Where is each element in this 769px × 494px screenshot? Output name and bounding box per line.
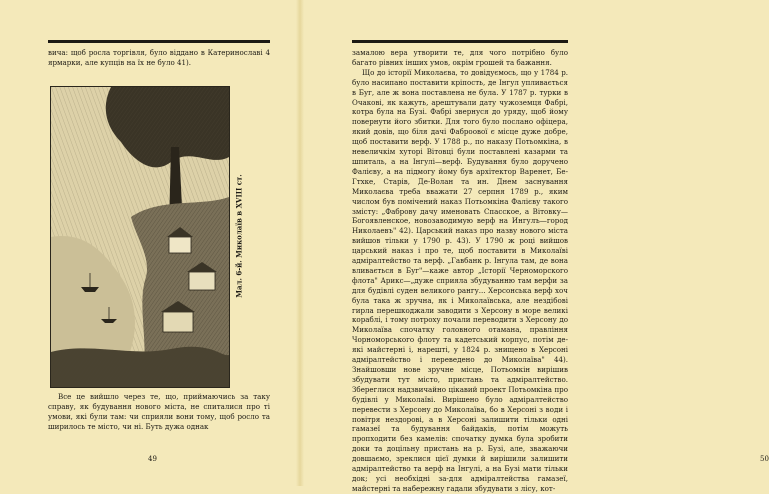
header-rule-left	[48, 40, 270, 43]
engraving-mykolaiv-illustration	[50, 86, 230, 388]
left-bottom-text	[48, 392, 270, 432]
left-page	[0, 0, 300, 486]
figure-caption-text: Мал. 6-й. Миколаїв в XVIII ст.	[234, 174, 244, 298]
header-rule-right	[352, 40, 568, 43]
engraving-drawing	[51, 87, 229, 387]
page-number-left: 49	[148, 455, 157, 463]
right-paragraph-1: замалою вера утворити те, для чого потрібно було багато рівних інших умов, окрім грошей та бажання.	[352, 48, 568, 67]
left-top-text	[48, 48, 270, 68]
right-page	[300, 0, 769, 493]
left-top-paragraph: вича: щоб росла торгівля, було віддано в Катеринославі 4 ярмарки, але купців на їх не було 41).	[48, 48, 270, 67]
figure-caption	[232, 86, 246, 386]
right-paragraph-2: Що до історії Миколаєва, то довідуємось, що у 1784 р. було насипано поставити кріпость, де Інгул упливається в Буг, але ж вона поставлена не була. У 1787 р. турки в Очакові, як кажуть, арештували дату чужоземця Фабрі, котра була на Бузі. Фабрі звернуся до уряду, щоб йому повернути його збитки. Для того було послано офіцера, який довів, що біля дачі Фаброової є місце дуже добре, щоб поставити верф. У 1788 р., по наказу Потьомкіна, в невеличкім хуторі Вітовці були поставлені казарми та шпиталь, а на Інгулі—верф. Будування було доручено Фалієву, а на підмогу йому був архітектор Варенет, Бе-Гтхке, Старів, Де-Волан та ин. Днем заснування Миколаєва треба вважати 27 серпня 1789 р., яким числом був помічений наказ Потьомкіна Фалієву такого змісту: „Фаброву дачу именовать Спасское, а Вітовку—Богоявленское, новозаводимую верф на Ингулъ—город Николаевъ" 42). Царський наказ про назву нового міста вийшов тільки у 1790 р. 43). У 1790 ж році вийшов царський наказ і про те, щоб поставити в Миколаїві адміралтейство та верф. „Гавбанк р. Інгула там, де вона вливається в Буг"—каже автор „Історії Черноморского флота" Арикс—„дуже сприяла збудуванню там верфи за для будівлі суден великого рангу... Херсонська верф хоч була така ж зручна, як і Миколаївська, але нездібові гирла перешкоджали заводити з Херсону в море великі кораблі, і тому потроху почали переводити з Херсону до Миколаїва спочатку головного отамана, правління Чорноморського флоту та кадетський корпус, потім де-які майстерні і, нарешті, у 1824 р. знищено в Херсоні адміралтейство і переведено до Миколаїва" 44). Знайшовши нове зручне місце, Потьомкін вирішив збудувати тут місто, пристань та адміралтейство. Збереглися надзвичайно цікавий проект Потьомкіна про будівлі у Миколаїві. Вирішено було адміралтейство перевести з Херсону до Миколаїва, бо в Херсоні з води і повітря нездорові, а в Херсоні залишити тільки одні гамазеї та будування байдаків, потім можуть пропходити без камелів: спочатку думка була зробити доки та доцільну пристань на р. Бузі, але, зважаючи довшаємо, зреклися цієї думки й вирішили залишити адміралтейство та верф на Інгулі, а на Бузі мати тільки док; усі необхідні за-для адміралтейства гамазеї, майстерні та набережну гадали збудувати з лісу, кот-	[352, 67, 568, 493]
page-number-right: 50	[760, 455, 769, 463]
left-bottom-paragraph: Все це вийшло через те, що, приймаючись за таку справу, як будування нового міста, не спиталися про ті умови, які були там: чи сприяли вони тому, щоб росло та ширилось те місто, чи ні. Буть дужа однак	[48, 392, 270, 431]
right-body-text	[352, 48, 568, 494]
